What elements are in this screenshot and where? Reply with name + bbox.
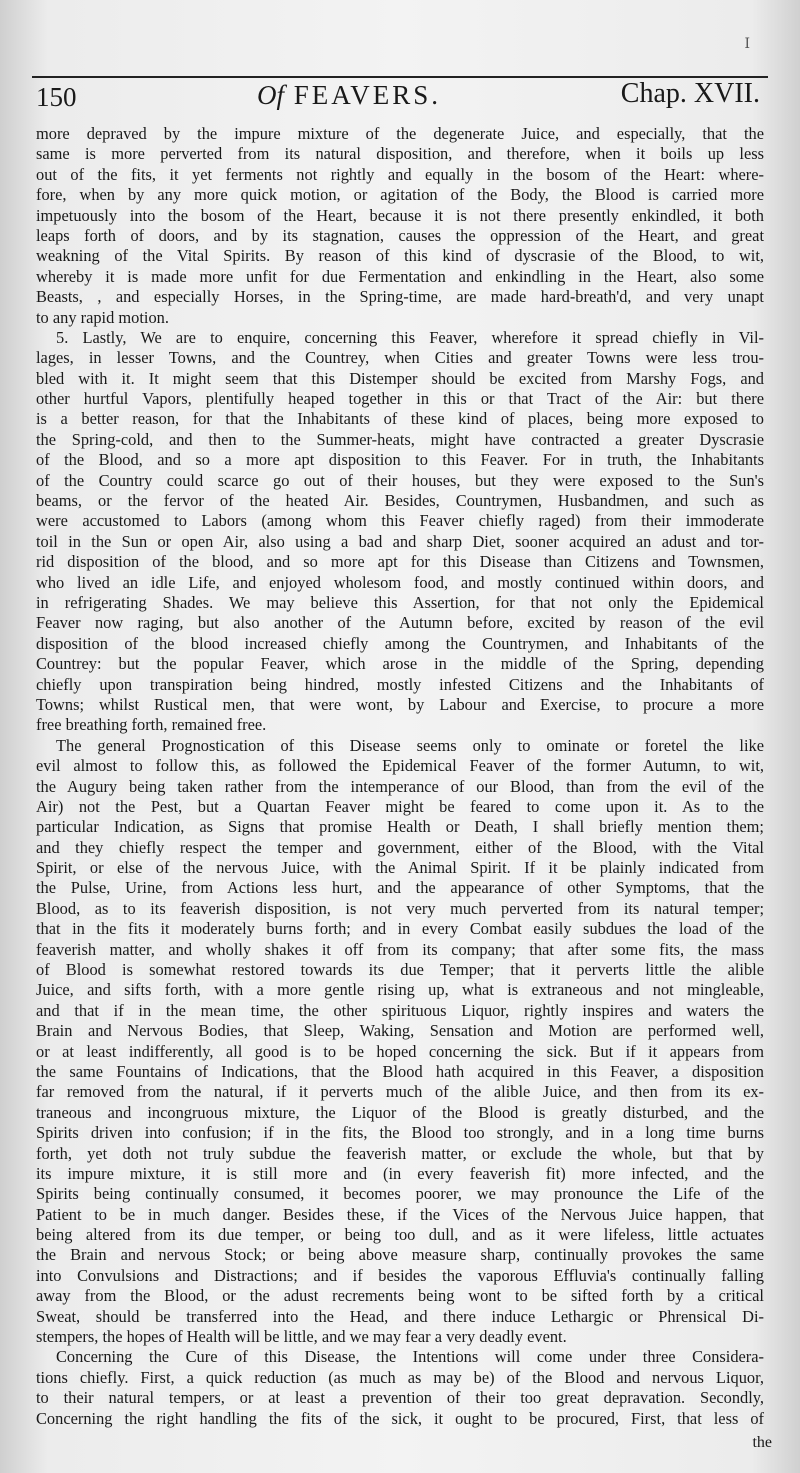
text-line: into Convulsions and Distractions; and if besides the vaporous Effluvia's continually falling (36, 1265, 764, 1285)
text-line: feaverish matter, and wholly shakes it off from its company; that after some fits, the mass (36, 939, 764, 959)
text-line: The general Prognostication of this Disease seems only to ominate or foretel the like (56, 735, 764, 755)
text-line: were accustomed to Labors (among whom this Feaver chiefly raged) from their immoderate (36, 511, 764, 531)
paragraph (36, 124, 764, 328)
text-line: out of the fits, it yet ferments not rightly and equally in the bosom of the Heart: where- (36, 164, 764, 184)
running-title (257, 80, 441, 111)
text-line: Blood, as to its feaverish disposition, is not very much perverted from its natural temper; (36, 898, 764, 918)
text-line: toil in the Sun or open Air, also using a bad and sharp Diet, sooner acquired an adust and tor- (36, 531, 764, 551)
text-line: its impure mixture, it is still more and (in every feaverish fit) more infected, and the (36, 1163, 764, 1183)
text-line: Beasts, , and especially Horses, in the Spring-time, are made hard-breath'd, and very unapt (36, 287, 764, 307)
text-line: whereby it is made more unfit for due Fermentation and enkindling in the Heart, also some (36, 266, 764, 286)
text-line: being altered from its due temper, or being too dull, and as it were lifeless, little actuates (36, 1225, 764, 1245)
text-line: Concerning the right handling the fits of the sick, it ought to be procured, First, that less of (36, 1408, 764, 1428)
chapter-label: Chap. XVII. (620, 78, 760, 109)
text-line: disposition of the blood increased chiefly among the Countrymen, and Inhabitants of the (36, 633, 764, 653)
text-line: the same Fountains of Indications, that the Blood hath acquired in this Feaver, a disposition (36, 1061, 764, 1081)
text-line: forth, yet doth not truly subdue the feaverish matter, or exclude the whole, but that by (36, 1143, 764, 1163)
text-line: chiefly upon transpiration being hindred, mostly infested Citizens and the Inhabitants of (36, 674, 764, 694)
text-line: same is more perverted from its natural disposition, and therefore, when it boils up less (36, 144, 764, 164)
text-line: of the Blood, and so a more apt disposition to this Feaver. For in truth, the Inhabitants (36, 450, 764, 470)
text-line: to any rapid motion. (36, 307, 169, 327)
text-line: or at least indifferently, all good is to be hoped concerning the sick. But if it appears from (36, 1041, 764, 1061)
text-line: Concerning the Cure of this Disease, the Intentions will come under three Considera- (56, 1347, 764, 1367)
text-line: the Pulse, Urine, from Actions less hurt, and the appearance of other Symptoms, that the (36, 878, 764, 898)
text-line: evil almost to follow this, as followed the Epidemical Feaver of the former Autumn, to wit, (36, 756, 764, 776)
text-line: and that if in the mean time, the other spirituous Liquor, rightly inspires and waters the (36, 1000, 764, 1020)
text-line: Sweat, should be transferred into the Head, and there induce Lethargic or Phrensical Di- (36, 1306, 764, 1326)
paragraph (36, 328, 764, 736)
text-line: of the Country could scarce go out of their houses, but they were exposed to the Sun's (36, 470, 764, 490)
text-line: Countrey: but the popular Feaver, which arose in the middle of the Spring, depending (36, 654, 764, 674)
text-line: to their natural tempers, or at least a prevention of their too great depravation. Secondly, (36, 1388, 764, 1408)
text-line: free breathing forth, remained free. (36, 715, 267, 735)
text-line: impetuously into the bosom of the Heart, because it is not there presently enkindled, it both (36, 205, 764, 225)
text-line: rid disposition of the blood, and so more apt for this Disease than Citizens and Townsmen, (36, 552, 764, 572)
text-line: Spirits being continually consumed, it becomes poorer, we may pronounce the Life of the (36, 1184, 764, 1204)
text-line: far removed from the natural, if it perverts much of the alible Juice, and then from its ex- (36, 1082, 764, 1102)
text-line: Patient to be in much danger. Besides these, if the Vices of the Nervous Juice happen, that (36, 1204, 764, 1224)
text-line: bled with it. It might seem that this Distemper should be excited from Marshy Fogs, and (36, 368, 764, 388)
text-line: stempers, the hopes of Health will be little, and we may fear a very deadly event. (36, 1327, 567, 1347)
text-line: that in the fits it moderately burns forth; and in every Combat easily subdues the load of the (36, 919, 764, 939)
text-line: away from the Blood, or the adust recrements being wont to be sifted forth by a critical (36, 1286, 764, 1306)
text-line: 5. Lastly, We are to enquire, concerning this Feaver, wherefore it spread chiefly in Vil- (56, 327, 764, 347)
text-line: of Blood is somewhat restored towards its due Temper; that it perverts little the alible (36, 960, 764, 980)
page-number: 150 (36, 82, 77, 112)
text-line: tions chiefly. First, a quick reduction (as much as may be) of the Blood and nervous Liquor, (36, 1367, 764, 1387)
running-header (32, 68, 768, 112)
catchword: the (752, 1434, 772, 1451)
text-line: other hurtful Vapors, plentifully heaped together in this or that Tract of the Air: but there (36, 389, 764, 409)
text-line: Spirit, or else of the nervous Juice, with the Animal Spirit. If it be plainly indicated from (36, 858, 764, 878)
text-line: weakning of the Vital Spirits. By reason of this kind of dyscrasie of the Blood, to wit, (36, 246, 764, 266)
paragraph (36, 1347, 764, 1429)
text-line: the Augury being taken rather from the intemperance of our Blood, than from the evil of the (36, 776, 764, 796)
running-title-main: FEAVERS. (293, 80, 442, 110)
text-line: Juice, and sifts forth, with a more gentle rising up, what is extraneous and not mingleable, (36, 980, 764, 1000)
text-line: leaps forth of doors, and by its stagnation, causes the oppression of the Heart, and great (36, 225, 764, 245)
text-line: Brain and Nervous Bodies, that Sleep, Waking, Sensation and Motion are performed well, (36, 1021, 764, 1041)
text-line: traneous and incongruous mixture, the Liquor of the Blood is greatly disturbed, and the (36, 1102, 764, 1122)
paragraph (36, 736, 764, 1348)
text-line: the Spring-cold, and then to the Summer-heats, might have contracted a greater Dyscrasie (36, 429, 764, 449)
body-text (36, 124, 764, 1429)
text-line: particular Indication, as Signs that promise Health or Death, I shall briefly mention them; (36, 817, 764, 837)
text-line: lages, in lesser Towns, and the Countrey, when Cities and greater Towns were less trou- (36, 348, 764, 368)
text-line: is a better reason, for that the Inhabitants of these kind of places, being more exposed to (36, 409, 764, 429)
edge-mark: I (744, 36, 750, 52)
text-line: more depraved by the impure mixture of the degenerate Juice, and especially, that the (36, 124, 764, 143)
text-line: in refrigerating Shades. We may believe this Assertion, for that not only the Epidemical (36, 592, 764, 612)
text-line: and they chiefly respect the temper and government, either of the Blood, with the Vital (36, 837, 764, 857)
text-line: who lived an idle Life, and enjoyed wholesom food, and mostly continued within doors, and (36, 572, 764, 592)
text-line: the Brain and nervous Stock; or being above measure sharp, continually provokes the same (36, 1245, 764, 1265)
text-line: Towns; whilst Rustical men, that were wont, by Labour and Exercise, to procure a more (36, 694, 764, 714)
text-line: fore, when by any more quick motion, or agitation of the Body, the Blood is carried more (36, 185, 764, 205)
text-line: Spirits driven into confusion; if in the fits, the Blood too strongly, and in a long time burns (36, 1123, 764, 1143)
text-line: Air) not the Pest, but a Quartan Feaver might be feared to come upon it. As to the (36, 796, 764, 816)
text-line: Feaver now raging, but also another of the Autumn before, excited by reason of the evil (36, 613, 764, 633)
running-title-of: Of (257, 80, 284, 110)
text-line: beams, or the fervor of the heated Air. Besides, Countrymen, Husbandmen, and such as (36, 491, 764, 511)
